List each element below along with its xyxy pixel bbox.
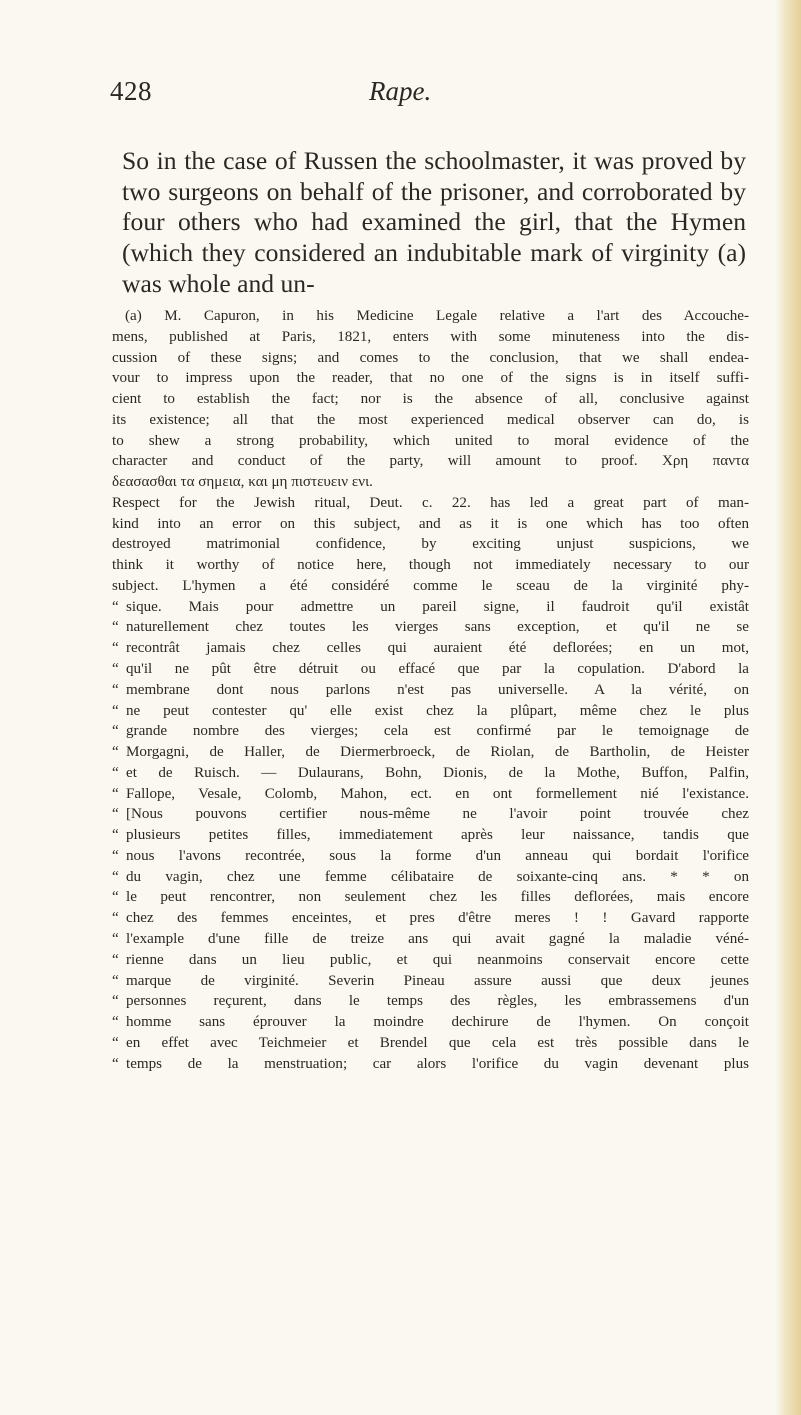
quote-mark: “ <box>112 868 119 885</box>
footnote-quoted-line <box>112 1033 749 1054</box>
page-number: 428 <box>110 76 152 106</box>
quote-mark: “ <box>112 827 119 844</box>
footnote-line: Respect for the Jewish ritual, Deut. c. 22. has led a great part of man- <box>112 494 749 511</box>
footnote-quoted-lines <box>112 597 749 1075</box>
footnote-line: subject. L'hymen a été considéré comme le sceau de la virginité phy- <box>112 577 749 594</box>
footnote-quoted-line <box>112 784 749 805</box>
quoted-line-text: sique. Mais pour admettre un pareil signe, il faudroit qu'il existât <box>126 598 749 615</box>
quote-mark: “ <box>112 619 119 636</box>
quoted-line-text: nous l'avons recontrée, sous la forme d'un anneau qui bordait l'orifice <box>126 847 749 864</box>
footnote-line: destroyed matrimonial confidence, by exciting unjust suspicions, we <box>112 536 749 553</box>
quote-mark: “ <box>112 806 119 823</box>
page-edge <box>775 0 801 1415</box>
quoted-line-text: qu'il ne pût être détruit ou effacé que par la copulation. D'abord la <box>126 661 749 678</box>
footnote-quoted-line <box>112 825 749 846</box>
footnote-line: to shew a strong probability, which united to moral evidence of the <box>112 432 749 449</box>
footnote-quoted-line <box>112 701 749 722</box>
quoted-line-text: grande nombre des vierges; cela est confirmé par le temoignage de <box>126 723 749 740</box>
quote-mark: “ <box>112 598 119 615</box>
footnote-line: kind into an error on this subject, and as it is one which has too often <box>112 515 749 532</box>
footnote-quoted-line <box>112 908 749 929</box>
footnote-line: mens, published at Paris, 1821, enters with some minuteness into the dis- <box>112 328 749 345</box>
quote-mark: “ <box>112 972 119 989</box>
quoted-line-text: chez des femmes enceintes, et pres d'être meres ! ! Gavard rapporte <box>126 910 749 927</box>
quote-mark: “ <box>112 661 119 678</box>
quoted-line-text: le peut rencontrer, non seulement chez les filles deflorées, mais encore <box>126 889 749 906</box>
footnote-quoted-line <box>112 991 749 1012</box>
quote-mark: “ <box>112 930 119 947</box>
footnote-quoted-line <box>112 804 749 825</box>
footnote-line: cient to establish the fact; nor is the absence of all, conclusive against <box>112 391 749 408</box>
quoted-line-text: recontrât jamais chez celles qui auraient été deflorées; en un mot, <box>126 640 749 657</box>
footnote-quoted-line <box>112 659 749 680</box>
quote-mark: “ <box>112 723 119 740</box>
footnote-quoted-line <box>112 867 749 888</box>
quote-mark: “ <box>112 993 119 1010</box>
quoted-line-text: du vagin, chez une femme célibataire de soixante-cinq ans. * * on <box>126 868 749 885</box>
footnote-quoted-line <box>112 1012 749 1033</box>
footnote-quoted-line <box>112 742 749 763</box>
footnote-line: think it worthy of notice here, though not immediately necessary to our <box>112 557 749 574</box>
footnote-quoted-line <box>112 680 749 701</box>
running-title: Rape. <box>369 76 432 106</box>
quote-mark: “ <box>112 702 119 719</box>
quote-mark: “ <box>112 847 119 864</box>
quoted-line-text: l'example d'une fille de treize ans qui avait gagné la maladie véné- <box>126 930 749 947</box>
footnote-lines <box>112 306 749 597</box>
footnote-quoted-line <box>112 887 749 908</box>
quoted-line-text: marque de virginité. Severin Pineau assure aussi que deux jeunes <box>126 972 749 989</box>
footnote-line: its existence; all that the most experienced medical observer can do, is <box>112 411 749 428</box>
quote-mark: “ <box>112 764 119 781</box>
running-header <box>0 76 801 116</box>
footnote-quoted-line <box>112 617 749 638</box>
footnote-quoted-line <box>112 597 749 618</box>
quoted-line-text: et de Ruisch. — Dulaurans, Bohn, Dionis, de la Mothe, Buffon, Palfin, <box>126 764 749 781</box>
footnote-quoted-line <box>112 638 749 659</box>
quoted-line-text: plusieurs petites filles, immediatement après leur naissance, tandis que <box>126 827 749 844</box>
quoted-line-text: en effet avec Teichmeier et Brendel que cela est très possible dans le <box>126 1034 749 1051</box>
quote-mark: “ <box>112 744 119 761</box>
main-paragraph: So in the case of Russen the schoolmaster, it was proved by two surgeons on behalf of the prisoner, and corroborated by four others who had examined the girl, that the Hymen (which they considered an indubitable mark of virginity (a) was whole and un- <box>122 146 746 298</box>
footnote-quoted-line <box>112 950 749 971</box>
footnote-quoted-line <box>112 721 749 742</box>
quoted-line-text: naturellement chez toutes les vierges sans exception, et qu'il ne se <box>126 619 749 636</box>
footnote-line: vour to impress upon the reader, that no one of the signs is in itself suffi- <box>112 370 749 387</box>
quote-mark: “ <box>112 910 119 927</box>
quote-mark: “ <box>112 1055 119 1072</box>
footnote-quoted-line <box>112 929 749 950</box>
footnote-line: character and conduct of the party, will amount to proof. Χρη παντα <box>112 453 749 470</box>
quoted-line-text: Fallope, Vesale, Colomb, Mahon, ect. en ont formellement nié l'existance. <box>126 785 749 802</box>
quoted-line-text: personnes reçurent, dans le temps des règles, les embrassemens d'un <box>126 993 749 1010</box>
quoted-line-text: homme sans éprouver la moindre dechirure de l'hymen. On conçoit <box>126 1014 749 1031</box>
quoted-line-text: rienne dans un lieu public, et qui neanmoins conservait encore cette <box>126 951 749 968</box>
quote-mark: “ <box>112 681 119 698</box>
footnote-line: cussion of these signs; and comes to the conclusion, that we shall endea- <box>112 349 749 366</box>
quote-mark: “ <box>112 951 119 968</box>
footnote <box>112 306 749 1074</box>
footnote-quoted-line <box>112 846 749 867</box>
footnote-quoted-line <box>112 763 749 784</box>
quote-mark: “ <box>112 785 119 802</box>
quoted-line-text: temps de la menstruation; car alors l'orifice du vagin devenant plus <box>126 1055 749 1072</box>
footnote-line: (a) M. Capuron, in his Medicine Legale relative a l'art des Accouche- <box>125 308 749 324</box>
quoted-line-text: membrane dont nous parlons n'est pas universelle. A la vérité, on <box>126 681 749 698</box>
quoted-line-text: ne peut contester qu' elle exist chez la plûpart, même chez le plus <box>126 702 749 719</box>
footnote-quoted-line <box>112 971 749 992</box>
quoted-line-text: [Nous pouvons certifier nous-même ne l'avoir point trouvée chez <box>126 806 749 823</box>
quoted-line-text: Morgagni, de Haller, de Diermerbroeck, de Riolan, de Bartholin, de Heister <box>126 744 749 761</box>
footnote-line: δεασασθαι τα σημεια, και μη πιστευειν ενι. <box>112 474 373 491</box>
quote-mark: “ <box>112 1034 119 1051</box>
footnote-quoted-line <box>112 1054 749 1075</box>
quote-mark: “ <box>112 640 119 657</box>
quote-mark: “ <box>112 1014 119 1031</box>
quote-mark: “ <box>112 889 119 906</box>
